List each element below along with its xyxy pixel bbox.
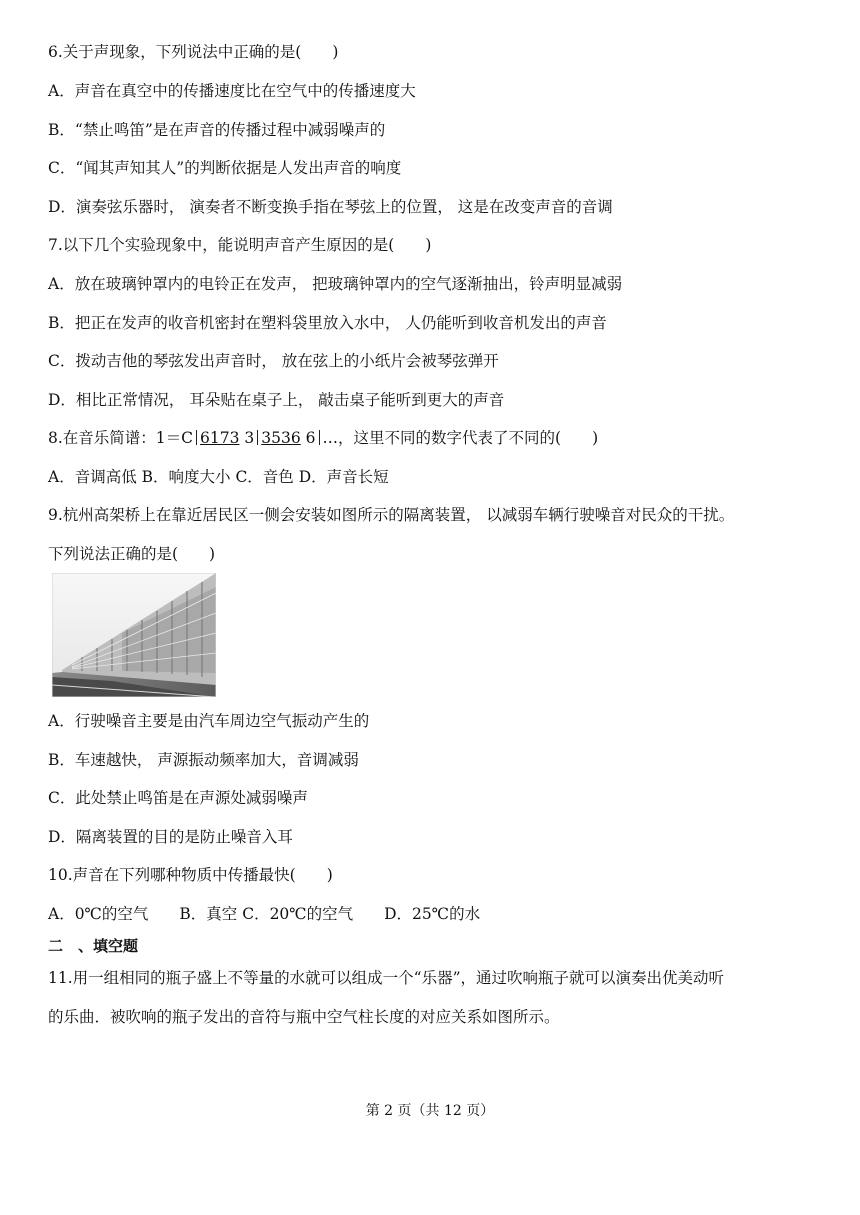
question-9-option-b: B．车速越快， 声源振动频率加大，音调减弱 xyxy=(48,751,359,769)
question-7-option-c: C．拨动吉他的琴弦发出声音时， 放在弦上的小纸片会被琴弦弹开 xyxy=(48,352,499,370)
notes-group-d: 6 xyxy=(305,429,316,447)
question-8-stem-suffix: …，这里不同的数字代表了不同的( ) xyxy=(322,429,599,447)
page-footer: 第 2 页（共 12 页） xyxy=(365,1103,495,1119)
question-6-option-d: D．演奏弦乐器时， 演奏者不断变换手指在琴弦上的位置， 这是在改变声音的音调 xyxy=(48,198,613,216)
notes-group-a: 6173 xyxy=(200,429,240,447)
question-10-options: A．0℃的空气 B．真空 C．20℃的空气 D．25℃的水 xyxy=(48,905,481,923)
question-7-option-a: A．放在玻璃钟罩内的电铃正在发声， 把玻璃钟罩内的空气逐渐抽出，铃声明显减弱 xyxy=(48,275,623,293)
question-8-stem-prefix: 8.在音乐简谱：1＝C xyxy=(48,429,194,447)
question-6-stem: 6.关于声现象，下列说法中正确的是( ) xyxy=(48,43,339,61)
notes-group-b: 3 xyxy=(244,429,255,447)
noise-barrier-photo xyxy=(52,573,216,697)
section-title: 二 、填空题 xyxy=(48,937,139,955)
question-9-option-c: C．此处禁止鸣笛是在声源处减弱噪声 xyxy=(48,789,308,807)
bar-line xyxy=(196,430,197,445)
question-11-line1: 11.用一组相同的瓶子盛上不等量的水就可以组成一个“乐器”，通过吹响瓶子就可以演奏出优美动听 xyxy=(48,969,725,987)
question-9-stem-line2: 下列说法正确的是( ) xyxy=(48,545,216,563)
question-7-option-d: D．相比正常情况， 耳朵贴在桌子上， 敲击桌子能听到更大的声音 xyxy=(48,391,505,409)
question-9-option-d: D．隔离装置的目的是防止噪音入耳 xyxy=(48,828,293,846)
bar-line xyxy=(257,430,258,445)
question-6-option-b: B．“禁止鸣笛”是在声音的传播过程中减弱噪声的 xyxy=(48,121,386,139)
question-7-option-b: B．把正在发声的收音机密封在塑料袋里放入水中， 人仍能听到收音机发出的声音 xyxy=(48,314,607,332)
notes-group-c: 3536 xyxy=(261,429,301,447)
question-9-option-a: A．行驶噪音主要是由汽车周边空气振动产生的 xyxy=(48,712,370,730)
question-6-option-c: C．“闻其声知其人”的判断依据是人发出声音的响度 xyxy=(48,159,402,177)
question-8-options: A．音调高低 B．响度大小 C．音色 D．声音长短 xyxy=(48,468,389,486)
question-9-stem-line1: 9.杭州高架桥上在靠近居民区一侧会安装如图所示的隔离装置， 以减弱车辆行驶噪音对民众的干扰。 xyxy=(48,506,735,524)
bar-line xyxy=(319,430,320,445)
question-11-line2: 的乐曲．被吹响的瓶子发出的音符与瓶中空气柱长度的对应关系如图所示。 xyxy=(48,1008,560,1026)
question-6-option-a: A．声音在真空中的传播速度比在空气中的传播速度大 xyxy=(48,82,416,100)
question-7-stem: 7.以下几个实验现象中，能说明声音产生原因的是( ) xyxy=(48,236,432,254)
question-10-stem: 10.声音在下列哪种物质中传播最快( ) xyxy=(48,866,333,884)
question-8-stem xyxy=(48,428,598,448)
